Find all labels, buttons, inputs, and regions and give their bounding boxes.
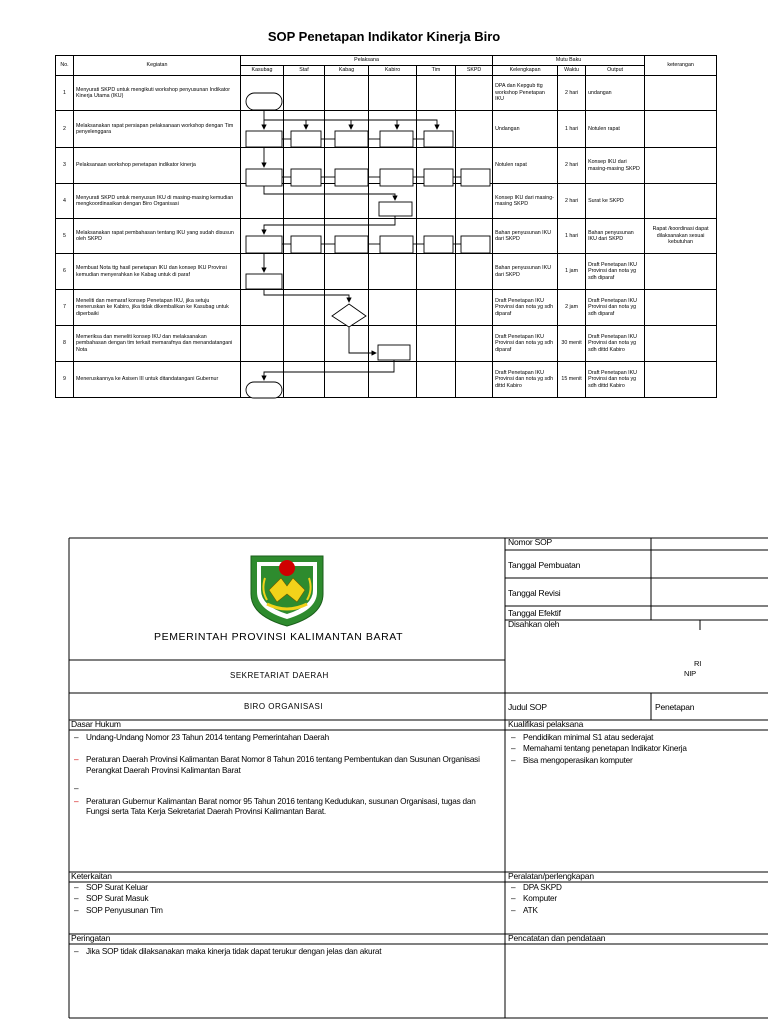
signatory-nip-partial: NIP xyxy=(684,669,696,678)
list-item: – DPA SKPD xyxy=(508,883,758,893)
label-peringatan: Peringatan xyxy=(71,933,111,943)
row-keterangan xyxy=(645,362,717,398)
keterkaitan-list xyxy=(71,883,501,917)
row-kegiatan: Melaksanakan rapat persiapan pelaksanaan workshop dengan Tim penyelenggara xyxy=(74,111,241,148)
row-output: Surat ke SKPD xyxy=(586,184,645,219)
col-waktu: Waktu xyxy=(558,66,586,76)
row-no: 1 xyxy=(56,76,74,111)
table-row xyxy=(56,184,717,219)
row-output: undangan xyxy=(586,76,645,111)
unit-sekretariat: SEKRETARIAT DAERAH xyxy=(230,671,329,680)
row-keterangan xyxy=(645,111,717,148)
row-no: 9 xyxy=(56,362,74,398)
col-mutu-baku: Mutu Baku xyxy=(493,56,645,66)
table-row xyxy=(56,326,717,362)
row-waktu: 15 menit xyxy=(558,362,586,398)
col-tim: Tim xyxy=(417,66,456,76)
list-item: – Pendidikan minimal S1 atau sederajat xyxy=(508,733,768,743)
list-item: – Memahami tentang penetapan Indikator Kinerja xyxy=(508,744,768,754)
signatory-name-partial: RI xyxy=(694,659,702,668)
peralatan-list xyxy=(508,883,758,917)
row-output: Bahan penyusunan IKU dari SKPD xyxy=(586,219,645,254)
row-waktu: 1 hari xyxy=(558,219,586,254)
list-item: – Komputer xyxy=(508,894,758,904)
kualifikasi-list xyxy=(508,733,768,767)
row-waktu: 2 hari xyxy=(558,184,586,219)
row-output: Konsep IKU dari masing-masing SKPD xyxy=(586,148,645,184)
label-peralatan: Peralatan/perlengkapan xyxy=(508,871,594,881)
row-keterangan xyxy=(645,254,717,290)
row-no: 8 xyxy=(56,326,74,362)
list-item: – Bisa mengoperasikan komputer xyxy=(508,756,768,766)
row-kelengkapan: Notulen rapat xyxy=(493,148,558,184)
row-kegiatan: Membuat Nota ttg hasil penetapan IKU dan konsep IKU Provinsi kemudian menyerahkan ke Kabag untuk di paraf xyxy=(74,254,241,290)
table-row xyxy=(56,111,717,148)
gov-name: PEMERINTAH PROVINSI KALIMANTAN BARAT xyxy=(154,631,404,643)
row-keterangan xyxy=(645,326,717,362)
label-keterkaitan: Keterkaitan xyxy=(71,871,112,881)
label-disahkan-oleh: Disahkan oleh xyxy=(508,619,560,629)
row-kegiatan: Menyurati SKPD untuk mengikuti workshop penyusunan Indikator Kinerja Utama (IKU) xyxy=(74,76,241,111)
list-item xyxy=(71,784,501,794)
row-kelengkapan: DPA dan Kepgub ttg workshop Penetapan IKU xyxy=(493,76,558,111)
row-output: Draft Penetapan IKU Provinsi dan nota yg sdh dittd Kabiro xyxy=(586,362,645,398)
label-dasar-hukum: Dasar Hukum xyxy=(71,719,121,729)
row-kelengkapan: Draft Penetapan IKU Provinsi dan nota yg sdh diparaf xyxy=(493,290,558,326)
col-keterangan: keterangan xyxy=(645,56,717,76)
label-tanggal-revisi: Tanggal Revisi xyxy=(508,588,561,598)
row-kegiatan: Meneliti dan memaraf konsep Penetapan IKU, jika setuju meneruskan ke Kabiro, jika tidak dikembalikan ke Kasubag untuk diperbaiki xyxy=(74,290,241,326)
col-kabiro: Kabiro xyxy=(369,66,417,76)
table-row xyxy=(56,219,717,254)
col-kegiatan: Kegiatan xyxy=(74,56,241,76)
col-output: Output xyxy=(586,66,645,76)
table-row xyxy=(56,148,717,184)
label-judul-sop: Judul SOP xyxy=(508,702,547,712)
row-waktu: 1 hari xyxy=(558,111,586,148)
row-kelengkapan: Undangan xyxy=(493,111,558,148)
row-no: 3 xyxy=(56,148,74,184)
label-kualifikasi: Kualifikasi pelaksana xyxy=(508,719,584,729)
row-no: 5 xyxy=(56,219,74,254)
row-waktu: 30 menit xyxy=(558,326,586,362)
col-kasubag: Kasubag xyxy=(241,66,284,76)
row-kelengkapan: Bahan penyusunan IKU dari SKPD xyxy=(493,219,558,254)
row-waktu: 2 jam xyxy=(558,290,586,326)
list-item: – Jika SOP tidak dilaksanakan maka kinerja tidak dapat terukur dengan jelas dan akurat xyxy=(71,947,501,957)
page-title: SOP Penetapan Indikator Kinerja Biro xyxy=(267,29,501,44)
list-item: – SOP Penyusunan Tim xyxy=(71,906,501,916)
row-keterangan xyxy=(645,290,717,326)
dasar-hukum-list xyxy=(71,733,501,821)
row-keterangan xyxy=(645,184,717,219)
list-item: – Peraturan Gubernur Kalimantan Barat nomor 95 Tahun 2016 tentang Kedudukan, susunan Organisasi, tugas dan Fungsi serta Tata Kerja Sekretariat Daerah Provinsi Kalimantan Barat. xyxy=(71,797,501,818)
label-nomor-sop: Nomor SOP xyxy=(508,537,553,547)
judul-sop-value: Penetapan xyxy=(655,702,695,712)
list-item: – SOP Surat Keluar xyxy=(71,883,501,893)
row-kegiatan: Menyurati SKPD untuk menyusun IKU di masing-masing kemudian mengkoordinasikan dengan Biro Organisasi xyxy=(74,184,241,219)
row-waktu: 2 hari xyxy=(558,148,586,184)
row-kegiatan: Meneruskannya ke Asisen III untuk ditandatangani Gubernur xyxy=(74,362,241,398)
table-row xyxy=(56,254,717,290)
label-tanggal-pembuatan: Tanggal Pembuatan xyxy=(508,560,581,570)
row-waktu: 1 jam xyxy=(558,254,586,290)
row-no: 7 xyxy=(56,290,74,326)
unit-biro: BIRO ORGANISASI xyxy=(244,702,324,711)
col-pelaksana: Pelaksana xyxy=(241,56,493,66)
row-no: 2 xyxy=(56,111,74,148)
row-output: Draft Penetapan IKU Provinsi dan nota yg sdh dittd Kabiro xyxy=(586,326,645,362)
peringatan-list xyxy=(71,947,501,961)
col-kabag: Kabag xyxy=(325,66,369,76)
row-kegiatan: Melaksanakan rapat pembahasan tentang IKU yang sudah disusun oleh SKPD xyxy=(74,219,241,254)
sop-flow-table xyxy=(55,55,717,398)
row-output: Draft Penetapan IKU Provinsi dan nota yg sdh diparaf xyxy=(586,254,645,290)
list-item: – Peraturan Daerah Provinsi Kalimantan Barat Nomor 8 Tahun 2016 tentang Pembentukan dan Susunan Organisasi Perangkat Daerah Provinsi Kalimantan Barat xyxy=(71,755,501,776)
row-no: 4 xyxy=(56,184,74,219)
row-kelengkapan: Bahan penyusunan IKU dari SKPD xyxy=(493,254,558,290)
label-pencatatan: Pencatatan dan pendataan xyxy=(508,933,606,943)
row-kegiatan: Pelaksanaan workshop penetapan indikator kinerja xyxy=(74,148,241,184)
row-waktu: 2 hari xyxy=(558,76,586,111)
list-item: – Undang-Undang Nomor 23 Tahun 2014 tentang Pemerintahan Daerah xyxy=(71,733,501,743)
label-tanggal-efektif: Tanggal Efektif xyxy=(508,608,561,618)
col-staf: Staf xyxy=(284,66,325,76)
row-output: Draft Penetapan IKU Provinsi dan nota yg sdh diparaf xyxy=(586,290,645,326)
table-row xyxy=(56,76,717,111)
list-item: – ATK xyxy=(508,906,758,916)
kalbar-emblem-icon xyxy=(251,556,323,626)
row-kelengkapan: Draft Penetapan IKU Provinsi dan nota yg sdh diparaf xyxy=(493,326,558,362)
row-output: Notulen rapat xyxy=(586,111,645,148)
row-kegiatan: Memeriksa dan meneliti konsep IKU dan melaksanakan pembahasan dengan tim terkait memarafnya dan menandatangani Nota xyxy=(74,326,241,362)
row-keterangan xyxy=(645,76,717,111)
row-kelengkapan: Draft Penetapan IKU Provinsi dan nota yg sdh dittd Kabiro xyxy=(493,362,558,398)
row-kelengkapan: Konsep IKU dari masing-masing SKPD xyxy=(493,184,558,219)
row-keterangan xyxy=(645,148,717,184)
row-keterangan: Rapat /koordinasi dapat dilaksanakan sesuai kebutuhan xyxy=(645,219,717,254)
list-item: – SOP Surat Masuk xyxy=(71,894,501,904)
col-kelengkapan: Kelengkapan xyxy=(493,66,558,76)
table-row xyxy=(56,290,717,326)
col-no: No. xyxy=(56,56,74,76)
row-no: 6 xyxy=(56,254,74,290)
col-skpd: SKPD xyxy=(456,66,493,76)
table-row xyxy=(56,362,717,398)
